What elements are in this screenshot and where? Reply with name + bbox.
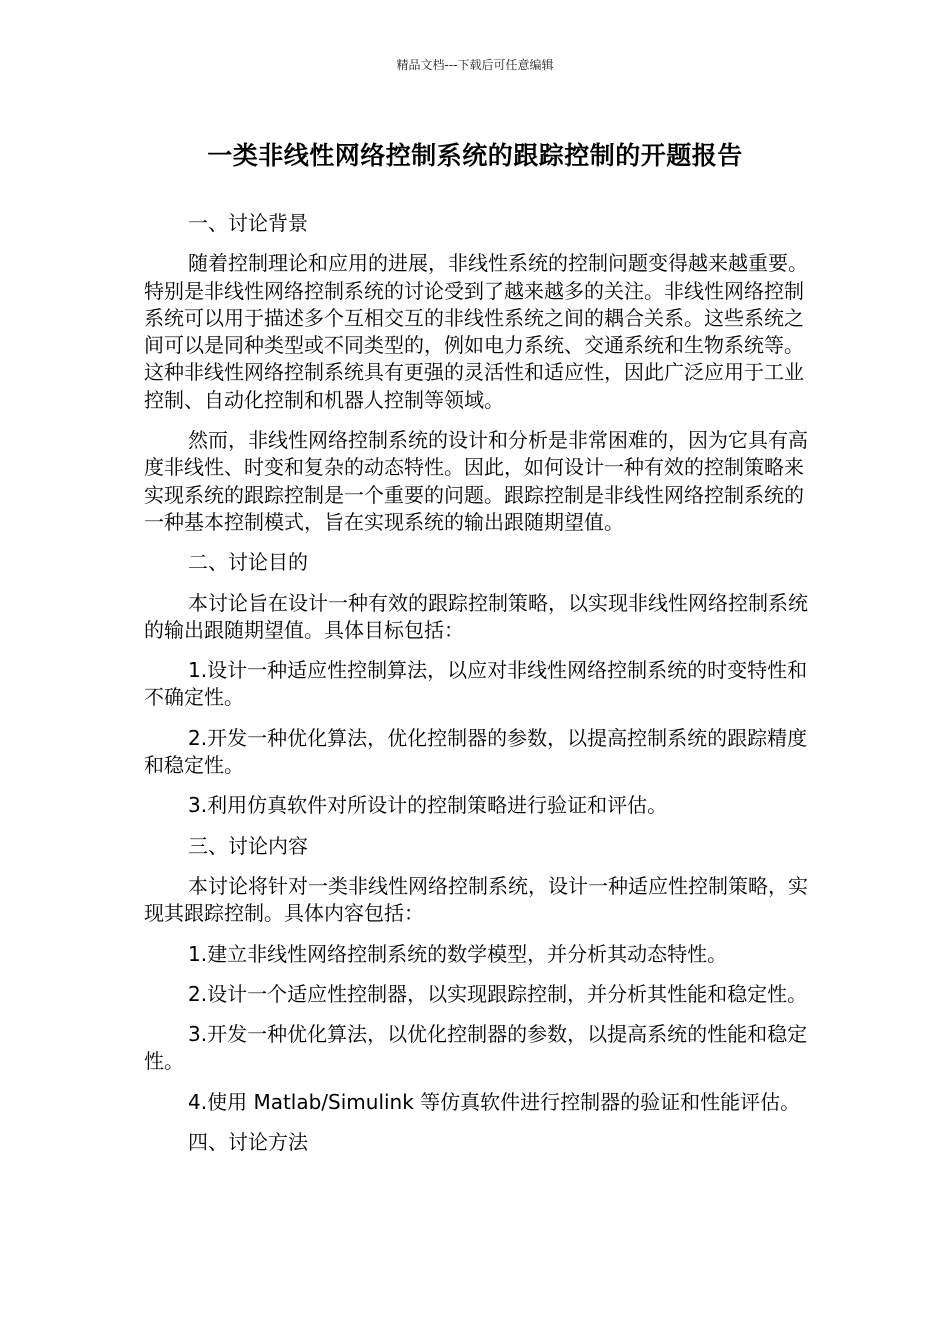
section-heading-method: 四、讨论方法 [188, 1130, 308, 1155]
section-heading-content: 三、讨论内容 [188, 833, 308, 858]
list-item: 2.设计一个适应性控制器，以实现跟踪控制，并分析其性能和稳定性。 [188, 981, 808, 1006]
section-heading-purpose: 二、讨论目的 [188, 550, 308, 575]
list-item: 3.开发一种优化算法，以优化控制器的参数，以提高系统的性能和稳定性。 [144, 1022, 808, 1074]
paragraph: 本讨论将针对一类非线性网络控制系统，设计一种适应性控制策略，实现其跟踪控制。具体内容包括： [144, 873, 808, 926]
document-body [144, 210, 810, 1156]
list-item: 2.开发一种优化算法，优化控制器的参数，以提高控制系统的跟踪精度和稳定性。 [144, 725, 808, 778]
header-note: 精品文档---下载后可任意编辑 [396, 58, 554, 72]
list-item: 3.利用仿真软件对所设计的控制策略进行验证和评估。 [188, 793, 668, 818]
list-item: 1.设计一种适应性控制算法，以应对非线性网络控制系统的时变特性和不确定性。 [144, 658, 808, 710]
paragraph: 本讨论旨在设计一种有效的跟踪控制策略，以实现非线性网络控制系统的输出跟随期望值。具体目标包括： [144, 590, 808, 642]
paragraph: 然而，非线性网络控制系统的设计和分析是非常困难的，因为它具有高度非线性、时变和复杂的动态特性。因此，如何设计一种有效的控制策略来实现系统的跟踪控制是一个重要的问题。跟踪控制是非线性网络控制系统的一种基本控制模式，旨在实现系统的输出跟随期望值。 [144, 428, 808, 534]
paragraph: 随着控制理论和应用的进展，非线性系统的控制问题变得越来越重要。特别是非线性网络控制系统的讨论受到了越来越多的关注。非线性网络控制系统可以用于描述多个互相交互的非线性系统之间的耦合关系。这些系统之间可以是同种类型或不同类型的，例如电力系统、交通系统和生物系统等。这种非线性网络控制系统具有更强的灵活性和适应性，因此广泛应用于工业控制、自动化控制和机器人控制等领域。 [144, 251, 808, 412]
section-heading-background: 一、讨论背景 [188, 211, 308, 235]
list-item: 1.建立非线性网络控制系统的数学模型，并分析其动态特性。 [188, 941, 728, 966]
list-item: 4.使用 Matlab/Simulink 等仿真软件进行控制器的验证和性能评估。 [188, 1089, 801, 1114]
document-title: 一类非线性网络控制系统的跟踪控制的开题报告 [207, 141, 743, 170]
